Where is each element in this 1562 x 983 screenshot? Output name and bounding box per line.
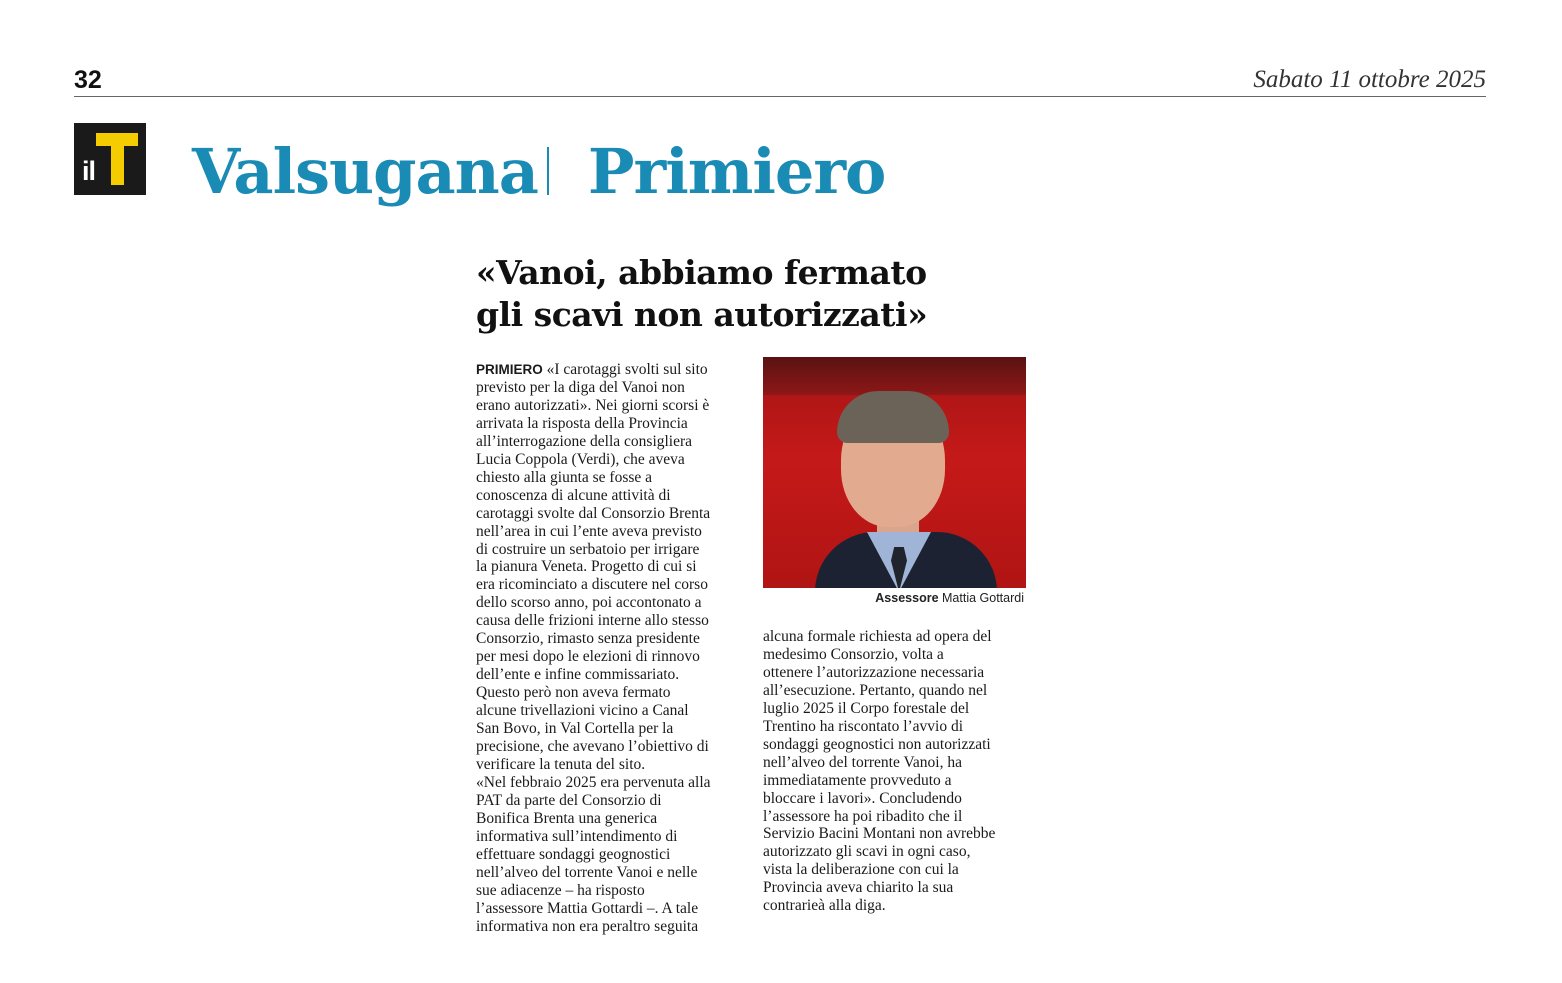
article-line: alcuna formale richiesta ad opera del [763,628,992,645]
headline-line: gli scavi non autorizzati» [476,295,928,334]
article-line: chiesto alla giunta se fosse a [476,468,653,486]
logo-text: il [82,156,96,186]
article-line: vista la deliberazione con cui la [763,861,959,879]
article-line: nell’alveo del torrente Vanoi e nelle [476,863,698,881]
article-line: all’interrogazione della consigliera [476,432,693,450]
article-line: verificare la tenuta del sito. [476,755,646,773]
article-line: all’esecuzione. Pertanto, quando nel [763,681,988,699]
article-line: Consorzio, rimasto senza presidente [476,630,700,648]
article-line: Bonifica Brenta una generica [476,809,658,827]
article-line: era ricominciato a discutere nel corso [476,576,708,594]
section-title-second: Primiero [587,135,886,208]
page-date: Sabato 11 ottobre 2025 [1253,66,1486,93]
logo-t-stem [111,146,124,185]
article-line: l’assessore Mattia Gottardi –. A tale [476,899,699,917]
photo-caption [875,591,1024,605]
section-separator [547,147,549,195]
article-line [476,361,742,379]
section-title [192,128,885,216]
assessore-photo [763,357,1026,588]
newspaper-logo [74,123,146,195]
article-line: medesimo Consorzio, volta a [763,645,944,663]
article-line: alcune trivellazioni vicino a Canal [476,702,689,720]
article-line: ottenere l’autorizzazione necessaria [763,663,985,681]
article-line: PAT da parte del Consorzio di [476,791,662,809]
article-line: Servizio Bacini Montani non avrebbe [763,825,996,843]
article-line: luglio 2025 il Corpo forestale del [763,699,970,717]
article-line: bloccare i lavori». Concludendo [763,789,962,807]
article-line: Provincia aveva chiarito la sua [763,879,954,897]
caption-role: Assessore [875,591,939,605]
article-line-text: «I carotaggi svolti sul sito [546,361,708,378]
logo-t-bar [96,133,138,146]
article-line: informativa non era peraltro seguita [476,917,699,935]
article-line: per mesi dopo le elezioni di rinnovo [476,648,700,666]
article-line: San Bovo, in Val Cortella per la [476,720,674,738]
headline-line: «Vanoi, abbiamo fermato [476,253,927,292]
header-rule [74,96,1486,97]
article-line: effettuare sondaggi geognostici [476,845,671,863]
article-line: l’assessore ha poi ribadito che il [763,807,963,825]
article-line: nell’area in cui l’ente aveva previsto [476,522,702,540]
article-kicker: PRIMIERO [476,362,543,377]
article-headline [476,252,1036,336]
article-column-left [476,361,742,936]
article-column-right [763,628,1029,915]
article-line: causa delle frizioni interne allo stesso [476,612,709,630]
article-line: Trentino ha riscontato l’avvio di [763,717,964,735]
article-line: erano autorizzati». Nei giorni scorsi è [476,396,710,414]
article-line: la pianura Veneta. Progetto di cui si [476,558,697,576]
article-line: Lucia Coppola (Verdi), che aveva [476,450,685,468]
page-number: 32 [74,66,102,94]
article-line: previsto per la diga del Vanoi non [476,378,685,396]
article-line: immediatamente provveduto a [763,771,952,789]
section-title-first: Valsugana [192,135,538,208]
caption-name: Mattia Gottardi [942,591,1024,605]
article-line: sue adiacenze – ha risposto [476,881,645,899]
article-line: nell’alveo del torrente Vanoi, ha [763,753,962,771]
article-line: autorizzato gli scavi in ogni caso, [763,843,971,861]
photo-hair [837,391,949,443]
article-line: carotaggi svolte dal Consorzio Brenta [476,504,711,522]
article-line: conoscenza di alcune attività di [476,486,671,504]
article-line: Questo però non aveva fermato [476,684,671,702]
article-line: arrivata la risposta della Provincia [476,414,688,432]
article-line: dello scorso anno, poi accontonato a [476,594,702,612]
article-line: informativa sull’intendimento di [476,827,678,845]
article-line: contrarieà alla diga. [763,897,886,915]
photo-background [763,357,1026,395]
article-line: «Nel febbraio 2025 era pervenuta alla [476,773,711,791]
article-line: di costruire un serbatoio per irrigare [476,540,700,558]
article-line: precisione, che avevano l’obiettivo di [476,738,709,756]
article-line: dell’ente e infine commissariato. [476,666,680,684]
article-line: sondaggi geognostici non autorizzati [763,735,991,753]
